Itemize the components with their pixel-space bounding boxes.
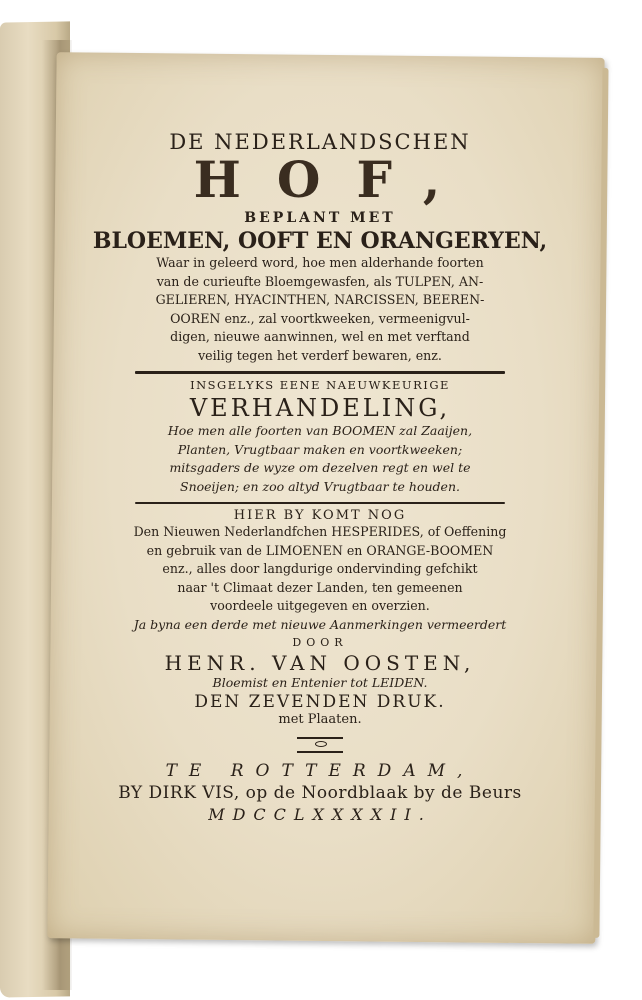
beplant-line: BEPLANT MET [244, 210, 396, 226]
body-line: digen, nieuwe aanwinnen, wel en met verftand [170, 329, 470, 344]
body-line: OOREN enz., zal voortkweeken, vermeenigvul- [170, 310, 470, 326]
insgelyks-line: INSGELYKS EENE NAEUWKEURIGE [190, 378, 450, 392]
hesperides-line: Den Nieuwen Nederlandfchen HESPERIDES, of Oeffening [133, 524, 507, 539]
hier-by-line: HIER BY KOMT NOG [233, 508, 407, 523]
plates-line: met Plaaten. [278, 712, 362, 727]
body-line: Waar in geleerd word, hoe men alderhande foorten [156, 255, 484, 270]
divider-rule [135, 371, 505, 374]
hesperides-line: en gebruik van de LIMOENEN en ORANGE-BOOMEN [146, 542, 494, 558]
hesperides-line: enz., alles door langdurige ondervinding gefchikt [162, 561, 478, 576]
divider-rule [135, 502, 505, 504]
italic-line: Hoe men alle foorten van BOOMEN zal Zaaijen, [167, 423, 473, 438]
author-title: Bloemist en Entenier tot LEIDEN. [212, 675, 428, 690]
italic-line: Snoeijen; en zoo altyd Vrugtbaar te houden. [180, 478, 460, 494]
author-name: HENR. VAN OOSTEN, [164, 651, 476, 675]
imprint-publisher: BY DIRK VIS, op de Noordblaak by de Beurs [118, 783, 522, 803]
italic-line: Planten, Vrugtbaar maken en voortkweeken; [177, 441, 463, 457]
italic-line: mitsgaders de wyze om dezelven regt en wel te [169, 460, 471, 475]
hesperides-line: naar 't Climaat dezer Landen, ten gemeenen [177, 579, 463, 595]
body-line: van de curieufte Bloemgewasfen, als TULPEN, AN- [156, 273, 484, 289]
door-line: DOOR [292, 636, 348, 649]
title-page-text [70, 120, 570, 824]
verhandeling-block [70, 422, 570, 496]
bloemen-line: BLOEMEN, OOFT EN ORANGERYEN, [92, 228, 548, 254]
edition-line: DEN ZEVENDEN DRUK. [194, 692, 446, 712]
imprint-city: TE ROTTERDAM, [165, 761, 475, 781]
title-line-2: HOF, [193, 150, 477, 209]
body-line: veilig tegen het verderf bewaren, enz. [198, 347, 442, 363]
body-line: GELIEREN, HYACINTHEN, NARCISSEN, BEEREN- [155, 292, 485, 307]
printer-ornament [297, 737, 343, 753]
imprint-year: MDCCLXXXXII. [208, 805, 432, 824]
vermeerdert-line: Ja byna een derde met nieuwe Aanmerkingen vermeerdert [133, 616, 507, 632]
title-line-1: DE NEDERLANDSCHEN [169, 130, 471, 154]
description-block [70, 254, 570, 365]
hesperides-line: voordeele uitgegeven en overzien. [210, 598, 430, 613]
hesperides-block [70, 523, 570, 616]
verhandeling-heading: VERHANDELING, [189, 394, 451, 422]
